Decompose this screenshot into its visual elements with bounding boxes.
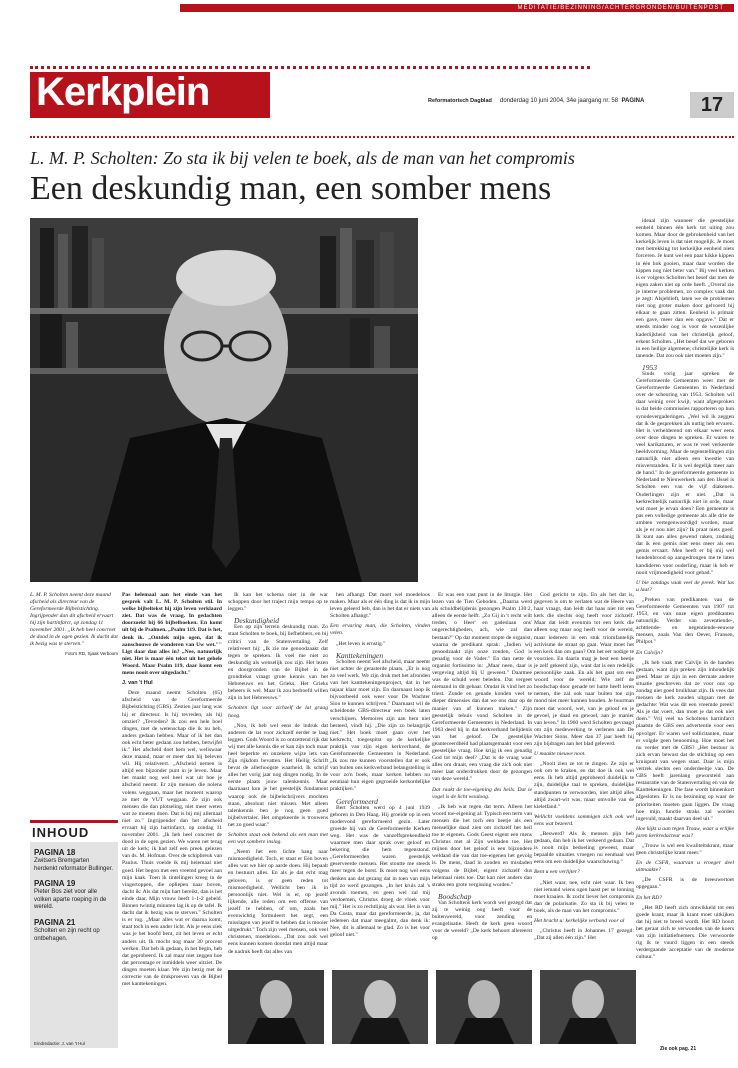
- portrait-photo: [30, 218, 418, 582]
- article-column-6: ideaal zijn wanneer die geestelijke eenheid binnen één kerk tot uiting zou komen. Maar door de gebrokenheid van het kerkelijk leven is dat niet mogelijk. Je moet met betrekking tot kerkelijke eenheid niets forceren. Je kunt wel een paar kikke kippen in één hok gooien, maar daar worden die kippen nog niet beter van." Bij veel kerken is er volgens Scholten het besef dat men de eigen zaken niet op orde heeft. „Overal zie je interne problemen, zo complex vaak dat je zegt: Alsjeblieft, laten we de problemen niet nog groter maken door gelvoerd bij elkaar te gaan zitten. Eenheid is primair een gave, meer dan een opgave." Dat er steeds minder oog is voor de wezenlijke kaderlijkheid van het christelijk geloof, erkent Scholten. „Het besef dat we geboren in een heilige algemene, christelijke kerk is tanende. Dat zou ook niet moeten zijn." 1953 Sinds vorig jaar spreken de Gereformeerde Gemeenten weer met de Gereformeerde Gemeenten in Nederland over de scheuring van 1953. Scholten wil daar weinig over kwijt, want afgesproken is dat beide commissies rapporteren op hun synodevergaderingen. „Wel wil ik zeggen dat ik de gesprekken als nuttig heb ervaren. Het is verhelderend om elkaar weer eens over deze dingen te spreken. Er waren te veel karikaturen, er was te veel verkeerde beeldvorming. Maar de tegenstellingen zijn natuurlijk niet alleen een kwestie van misverstanden. Er is wel degelijk meer aan de hand." In de gereformeerde gemeente in Nederland te Nieuwerkerk aan den IJssel is Scholten een van de vijf diakenen. Ouderlingen zijn er niet. „Dat is kerkrechtelijk natuurlijk niet in orde, maar wat moet je ervan doen? Een gemeente is pas een volledige gemeente als alle drie de ambten vertegenwoordigd worden, maar als je er nou niet zijn? Ik praat niets goed. Ik kunt aan alles gewend raken, zodanig dat ik een gemis niet eens meer als een gemis ervaart. Men heeft er bij mij wel hondenbrood op aangedrongen me te laten kandideren voor ouderling, maar ik heb er nooit vrijmoedigheid voor gehad." U bie zondags vaak veel de preek. Wat las u laat? „Preken van predikanten van de Gereformeerde Gemeenten van 1907 tot 1953, en van onze eigen predikanten natuurlijk. Verder van zeventiende-, achttiende- en negentiende-eeuwse mensen, zoals Van den Oever, Fransen, Philpot." En Calvijn? „Ik heb vaak met Calvijn in de handen gestaan, want zijn preken zijn inhoudelijk goed. Maar ze zijn in een dermate andere situatie geschreven dat ze voor ons op zondag niet goed bruikbaar zijn. Ik vees dat mensen de kerk zouden uitgaan met de gedachte: Wat was dit een vreemde preek! Als je dat voert, dan moet je dat ook niet doen." Vrij veel na Scholtens hartinfarct plaatste de GBS een advertentie voor een opvolger. Er waren wel sollicitanten, maar er volgde geen benoeming. Hoe moet het nu verder met de GBS? „Het bestuur is zich ervan bewust dat de stichting op een kruispunt van wegen staat. Daar is mijn vertrek slechts een onderdeeltje van. De GBS heeft jarenlang geworsteld aan restauratie van de Statenvertaling en van de Kanttekeningen. Die fase wordt binnenkort afgesloten. Er is nu bezinning op waar de prioriteiten moeten gaan liggen. De vraag hoe mijn functie straks zal worden ingevuld, maakt daarvan deel uit." Hoe kijkt u aan tegen Trouw, waar u erlijke jaren kerkredacteur was? „Trouw is wel een kwaliteitskrant, maar geen christelijke krant meer." En de CSFR, waarvan u vroeger deel uitmaakte? „De CSFR is de breeuwertoet opgegaan." En het RD? „Het RD heeft zich ontwikkeld tot een goede krant, maar ik krant moet uitkijken dat hij niet te breed wordt. Het RD hoort het geraat zich te verwonden van de koers van zijn initiatiefnemers. Die verwoorde rig ik te vuurd liggen in een steeds verdergaande acceptatie van de moderne cultuur.": [636, 218, 734, 961]
- paper-name: Reformatorisch Dagblad: [428, 98, 492, 104]
- dotted-rule: [30, 66, 590, 69]
- inhoud-page[interactable]: PAGINA 21: [34, 917, 76, 927]
- dateline: donderdag 10 juni 2004, 34e jaargang nr. 58 PAGINA: [500, 98, 645, 104]
- photo-caption: L. M. P. Scholten neemt deze maand afscheid als directeur van de Gereformeerde Bijbelstichting. Ingrijpender dan dit afscheid ervaart hij zijn hartinfarct, op zondag 11 november 2001. „Ik heb heel concreet de dood in de ogen gezien. Ik dacht dat ik bezig was te sterven." Foto's RD, Sjaak Verboom: [30, 592, 118, 656]
- masthead-title: Kerkplein: [36, 70, 210, 114]
- masthead[interactable]: [30, 72, 270, 118]
- section-bar: MEDITATIE/BEZINNING/ACHTERGRONDEN/BUITENPOST: [180, 4, 734, 12]
- article-subtitle: L. M. P. Scholten: Zo sta ik bij velen te boek, als de man van het compromis: [30, 148, 575, 168]
- thumbnail-photo: [228, 970, 324, 1044]
- inhoud-box: [30, 820, 118, 1048]
- subheading: 1953: [642, 362, 657, 372]
- subheading: Boodschap: [438, 891, 472, 901]
- inhoud-desc: Scholten en zijn recht op ontbehagen.: [34, 927, 100, 942]
- article-headline: Een deskundig man, een somber mens: [30, 170, 552, 207]
- thumbnail-strip: [228, 970, 736, 1044]
- article-column-3: hen afhangt. Dat moet wel moedeloos maken. Maar als er één ding is dat ik in mijn leven geleerd heb, dan is het dat er niets van Scholten afhangt." Een ervaring man, die Scholten, vinden velen. „Het leven is ernstig." Kanttekeningen Scholten neemt wel afscheid, maar neemt niet achter de gerasterde plaats. „Er is nog zo veel werk. We zijn druk met het afronden van het kanttekeningenproject, dat in het najaar klaar moet zijn. En daarnaast loop ik bijvoorbeeld ook weer voor De Wachter Sion te kunnen schrijven." Daarnaast wil de scheidende GBS-directeur een boek laten verschijnen. Memoires zijn aan hem niet besteed, vindt hij. „Die zijn zo belangrijk niet." Het boek moet gaan over het kerkrecht, toegespitst op de kerkelijke praktijk van zijn eigen kerkverband, de Gereformeerde Gemeenten in Nederland. „Ik zou me kunnen voorstellen dat er ook van buiten ons kerkverband belangstelling is voor zo'n boek, maar kerken hebben nu eenmaal hun eigen gegroeide kerkordelijke praktijken." Gereformeerd Bert Scholten werd op 4 juni 1939 geboren in Den Haag. Hij groeide op in een modervond gereformeerd gezin. Later groeide hij van de Gereformeerde Kerken weg. Het was de vanzelfsprekendheid waarmee men daar sprak over geloof en bekering die hem tegenstond. „Gereformeerden waren geestelijk geserveerde mensen. Het stoutte me steeds meer tegen de borst. Ik moet nog wel eens denken aan dat gezang dat in toen van mijn tijd zo werd gezongen. „In het kruis zal 's avonds roemen, en geen wel zal mij verdoemen, Christus droeg de vloek voor mij." Het is zo rechtlijnig als wat. Het is van Da Costa, maar dat gereformeerde, ja, dat iedereen dat maar meegalmt, dan denk ik: Nee, dit is allemaal te glad. Zo is het voor geloof niet.": [330, 592, 430, 939]
- subheading: Deskundigheid: [234, 616, 279, 626]
- dotted-rule: [30, 136, 734, 138]
- see-also-note: Zie ook pag. 21: [660, 1046, 697, 1052]
- article-author: J. van 't Hul: [122, 680, 153, 687]
- inhoud-page[interactable]: PAGINA 18: [34, 848, 76, 857]
- photo-credit: Foto's RD, Sjaak Verboom: [65, 651, 118, 656]
- photo-illustration: [30, 218, 418, 582]
- article-column-4: Er was een vast punt in de liturgie. Het lezen van de Tien Geboden. „Daarna werd als schuldbelijdenis gezongen Psalm 130:2, alleen de eerste helft. „Zo Gij in 't recht wilt treden, o Heer' en gadeslaan ons' ongerechtigheden, ach, wie zal dan bestaan?" Op dat moment stopte de organist, waarna de predikant sprak: „Indien wij genoodzaakt zijn onze zonden, God is genadig voor de Vader." En dan nette de organist fortissimo in: „Maar neen, daar is vergeving altijd bij U geweest." Daarmee was de schuld weer beleden. Dat vergeet niemand in dit gebaar. Omdat ik vind het zo triest. Zonde en genade konden veel te dieper dimensies dan dat we ons daar op de manier van af kunnen maken." Zijn geestelijk tehuis vond Scholten in de Gereformeerde Gemeenten in Nederland. In 1963 deed hij in dat kerkverband belijdenis van het geloof. De geestelijke geanteceerdheid had plaatsgemaakt voor een geestelijke vraag. Hoe krijg ik een genadig God tot mijn deel? „Dat is de vraag waar alles om draait, een vraag die zich ook niet meer laat onderdrukken door de gezongen van deze wereld." Dat raakt de toe-eigening des heils. Dat ie vogel is de licht wouloog. „Ik heb wat tegen dat term. Alleen het woord toe-eigening al: Typisch een term van mensen die het toch een beetje als een menselijke daad zien om zichzelf het heil toe te eigenen. Gods Geest eigent een mens Christus met al Zijn weldaden toe. Het mijnen door het geloof is een bijzondere weldaad die van dat toe-eigenen het gevolg is. De mens, daad in zonden en misdaden volgens de Bijbel, eigent zichzelf dus helemaal niets toe. Dat kan niet anders dan straks een grote vergissing worden." Boodschap Van Scholtens kerk wordt wel gezegd dat zij te weinig oog heeft voor de buitenwereld, voor zending en evangelisatie. Heeft de kerk geen woord voor de wereld? „De kerk behoort allereerst op: [432, 592, 533, 942]
- page-number: 17: [690, 92, 734, 118]
- article-intro: Pas helemaal aan het einde van het gesprek valt L. M. P. Scholten stil. In welke bijbeltekst hij zijn leven verklaard ziet. Dat was de vraag. In gedachten doorzoekt hij 66 bijbelboeken. En komt uit bij de Psalmen. „Psalm 119. Dat is het, denk ik. „Ontdek mijn ogen, dat ik aanschouwe de wonderen van Uw wet."" Ligt daar dan alles in? „Nee, natuurlijk niet. Het is maar één tekst uit het gehele Woord. Maar Psalm 119, daar komt een mens nooit over uitgedacht.": [122, 592, 222, 677]
- inhoud-title: INHOUD: [30, 820, 118, 842]
- subheading: Gereformeerd: [336, 796, 378, 806]
- article-column-2: Ik kan het schema niet in de war schoppen door het traject mijn tempo op te leggen." Deskundigheid Een op zijn terrein deskundig man. Zo staat Scholten te boek, bij liefhebbers, en bij critici van de Statenvertaling. Zelf relativeert hij: „Ik zie me genoodzaakt dat tegen te spreken. Ik voel me niet zo deskundig als wenselijk zou zijn. Het lezen en doorgronden van de Bijbel in de grondtekst vraagt grote kennis van het Hebreeuws en het Grieks. Het Grieks beheers ik wel. Maar ik zou bedroefd willen zijn in het Hebreeuws." Scholten ligt voor zichzelf de lat graag hoog. „Nou, ik heb wel eens de indruk dat anderen de lat voor zichzelf eerder te laag leggen. Gods Woord is zo ontzettend rijk dat wij met alle kennis die er kan zijn toch maar heel beperkte en onzekere wijze iets van Zijn rijkdom bevatten. Het Heilig Schrift bevat de allerhoogste waarheid. Ik schrijf alles het vorig jaar nog dingen nodig. In de eerste plaats jouw talenkennis. Maar daarnaast kun je het geestelijk fundament waarop ook de bijbelschrijvers mochten staan, absoluut niet missen. Met alleen talenkennis ben je nog geen goed bijbelvertaler. Het omgekeerde is trouwens net zo goed waar." Scholten staat ook bekend als een man met een wat sombere inslag. „Neem het een lichte hang naar mismoedigheid. Toch, er staat er Eén boven alles wat we hier op aarde doen. Hij bepaalt en bestuurt alles. En als je dat echt mag geloven, is er geen reden tot mismoedigheid. Wellicht ben ik in persoonlijk niet. Wel is er, op jezelf lijkende, alle reden om een offense van jezelf te hebben, of om, zoals het evenwichtig formuleert het zegt, een misslagen van jezelf te hebben dat is mooier uitgedrukt." Toch zijn veel mensen, ook veel christenen, moedeloos. „Dat zou ook wel eens kunnen komen doordat men altijd maar de nadruk heeft dat alles van: [228, 592, 328, 955]
- inhoud-footer: Eindredactie: J. van 't Hul: [34, 1041, 85, 1046]
- article-column-1: Pas helemaal aan het einde van het gesprek valt L. M. P. Scholten stil. In welke bijbeltekst hij zijn leven verklaard ziet. Dat was de vraag. In gedachten doorzoekt hij 66 bijbelboeken. En komt uit bij de Psalmen. „Psalm 119. Dat is het, denk ik. „Ontdek mijn ogen, dat ik aanschouwe de wonderen van Uw wet."" Ligt daar dan alles in? „Nee, natuurlijk niet. Het is maar één tekst uit het gehele Woord. Maar Psalm 119, daar komt een mens nooit over uitgedacht." J. van 't Hul Deze maand neemt Scholten (65) afscheid van de Gereformeerde Bijbelstichting (GBS). Zestien jaar lang was hij er directeur. Is hij tevreden, als hij omziet? „Tevreden? Ik zou een hele boel dingen, met de wetenschap die ik nu heb, anders gedaan hebben. Maar of ik het dan ook echt beter gedaan zou hebben, betwijfel ik." Het afscheid doet hem wel, weliswaar deze maand, maar er meer dan hij beleven wil. Hij relativeert. „Afscheid nemen is altijd een bijzonder punt in je leven. Maar het maakt nog wel heel wat uit hoe je afscheid neemt. Er zijn mensen die nolens volens weggaan, maar het moment waarop ze met de VUT weggaan. Ze zijn ook mensen die dan plotseling, niet meer weten wat ze moeten doen. Dat is bij mij allemaal niet zo." Ingrijpender dan het afscheid ervaart hij zijn hartinfarct, op zondag 11 november 2001. „Ik heb heel concreet de dood in de ogen gezien. We waren net terug uit de kerk; ik had zelf een preek gelezen van ds. M. Hofman. Over de schipbreuk van Paulus. Thuis voelde ik mij helemaal niet goed. Het begon met een vreemd gevoel aan mijn kaak. Toen ik tintelingen kreeg in de vingertoppen, die opliepen naar boven, dacht ik: Als dat mijn hart bereikt, dan is het einde daar. Mijn vrouw heeft 1-1-2 gebeld. Binnen twintig minuten lag ik op de tafel. Ik dacht dat ik bezig was te sterven." Scholten is er rog. „Maar alles wat er daarna komt, staat toch in een ander licht. Als je eens ziek was je het hoofd bent, zit het leven er echt anders uit. Ik mocht nog maar 30 procent werken. Dat heb ik gedaan, in het begin, heb dat geprobeerd. Ik zal maar niet zeggen hoe dat percentage er inmiddels weer uitziet. De dingen moeten klaar. We zijn bezig met de correctie van de drukproeven van de Bijbel met kanttekeningen.: [122, 592, 222, 988]
- inhoud-page[interactable]: PAGINA 19: [34, 879, 76, 889]
- thumbnail-photo: [436, 970, 532, 1044]
- inhoud-desc: Pieter Bos ziet voor alle volken aparte roeping in de wereld.: [34, 889, 107, 911]
- thumbnail-photo: [332, 970, 428, 1044]
- inhoud-desc: Zwitsers Bremgarten herdenkt reformator Bullinger.: [34, 858, 114, 872]
- subheading: Kanttekeningen: [336, 650, 384, 660]
- article-column-5: God gericht te zijn. En als het dat is, gegeven is om te verlaten wat de Heere van haar vraagt, dan leidt dat haas niet tot een kerk die slechts oog heeft voor zichzelf. Maar dat leidt evenmin tot een kerk die alleen oog maar oog heeft voor de wereld, maar iedereen in een stuk triomfantelijk activisme de straat op gaat. Waar moet het een kerk dan om gaan? Om het eer nodige te voorzien. En daarin mag je best een beetje je zelf gekeerd zijn, want dat is een redelijk persoonlijke zaak. En als het gaat om een woord voor de wereld: Wie zelf de boodschap door genade ter harte heeft leren nemen, die zal ook naar buiten toe zijn mond niet meer kunnen houden. Je buurman moet dat woord, wel, van je geloof en je gevoel, je daad en gewoel, aan je manier van leven." In 1960 werd Scholten gevraagd om zijn medewerking te verlenen aan De Wachter Sions. Meer dan 37 jaar heeft hij zijn bijdragen aan het blad geleverd. U maakte nieuwe noot. „Nooit zien ze tot te zingen. Ze zijn er ook om te kraken, en dat doe ik ook wel eens. Ik heb altijd geprobeerd duidelijk te zijn, duidelijke taal te spreken, duidelijke standpunten te verwoorden, niet altijd alles altijd zwart-wit was, maar omvolle van de kieletfand." Wellicht voeldens sommigen zich ook wel eens wat bezeerd. „Beswerd? Als ik mensen pijn heb gedaan, dan heb ik het verkeerd gedaan. Dat is nooit mijn bedoeling geweest, maar bepaalde situaties vroegen nu eenmaal wel eens om een duidelijke waarschuwing." Bent u een verlijter? „Niet waar, nee, echt niet waar. Ik ben niet iemand wiens ogen haast per se lonning moet kraaien. Ik zocht liever het compromis dan de polarisatie. Zo sta ik bij velen te boek, als de man van het compromis." Het bracht u: kerkelijke verbond voor al „Christus heeft in Johannes 17 gezegd: „Dat zij allen één zijn." Het: [534, 592, 634, 942]
- thumbnail-photo: [540, 970, 636, 1044]
